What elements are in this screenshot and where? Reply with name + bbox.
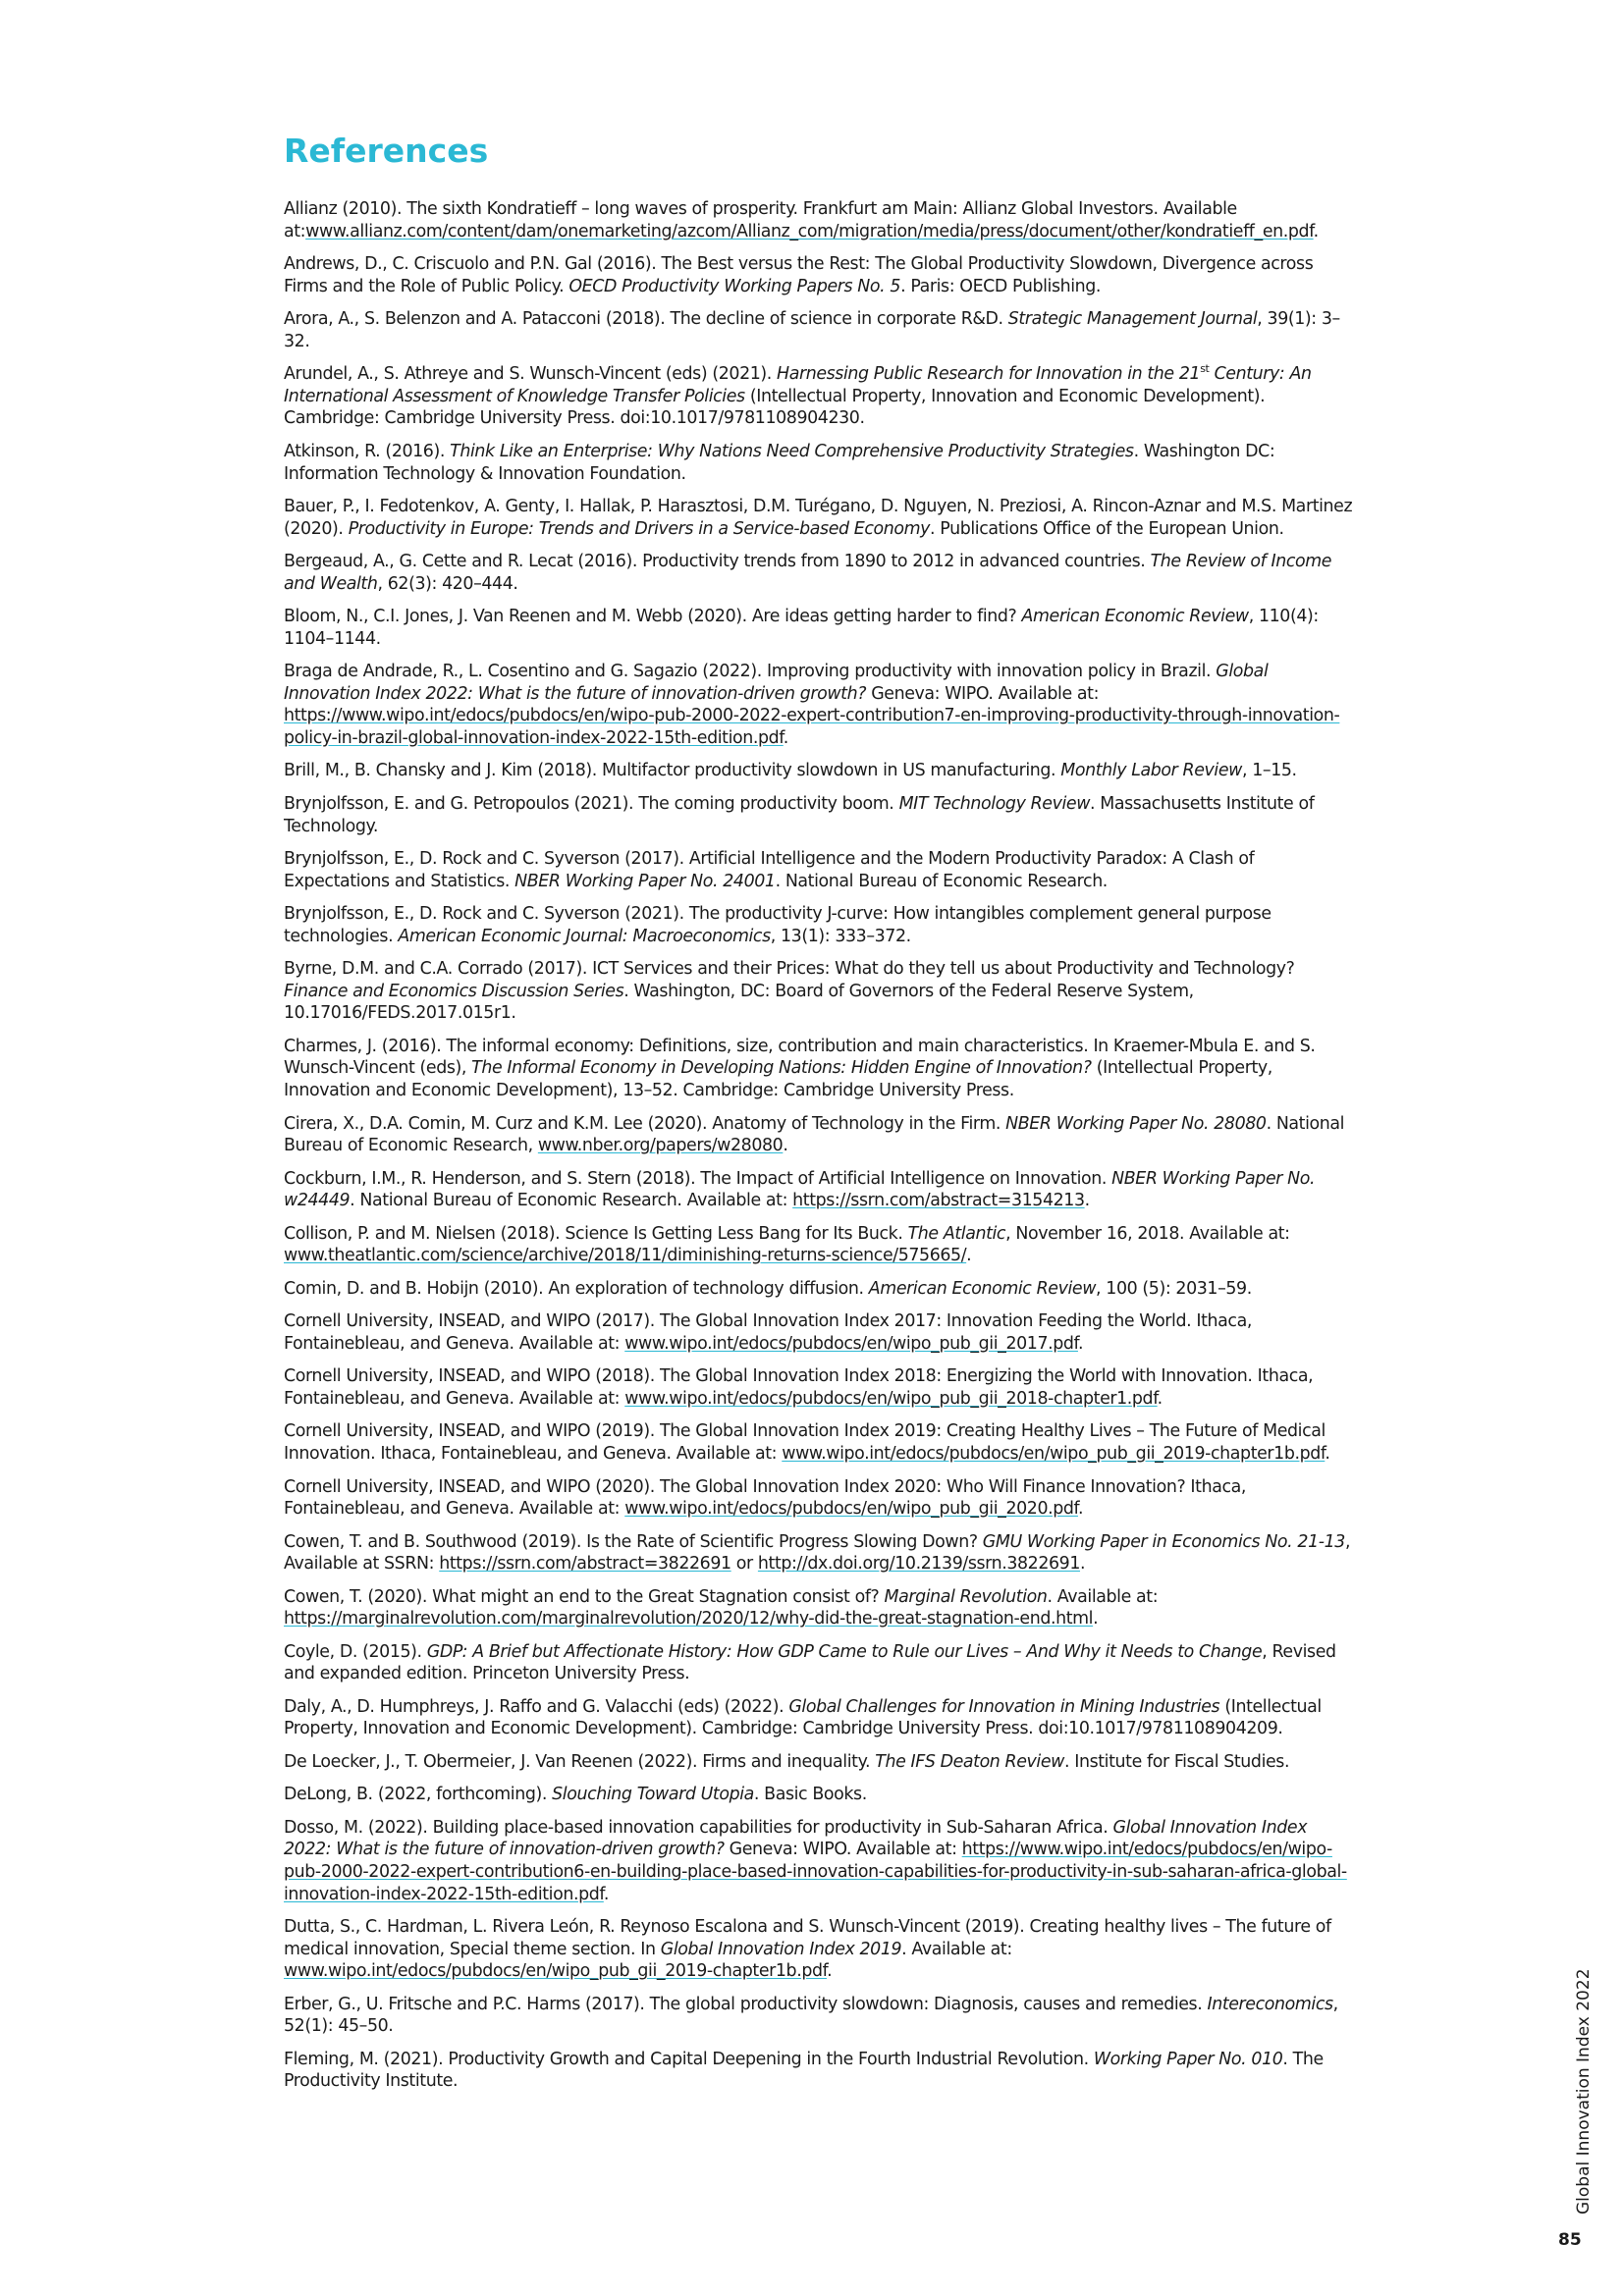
reference-title: OECD Productivity Working Papers No. 5 [568, 276, 901, 296]
reference-item [284, 1531, 1359, 1575]
reference-text: Cornell University, INSEAD, and WIPO (2019). The Global Innovation Index 2019: Creating Healthy Lives – The Future of Medical Innovation. Ithaca, Fontainebleau, and Geneva. Available at: [284, 1421, 1325, 1465]
reference-text: Cornell University, INSEAD, and WIPO (2020). The Global Innovation Index 2020: Who Will Finance Innovation? Ithaca, Fontainebleau, and Geneva. Available at: [284, 1476, 1246, 1520]
reference-title: Global Innovation Index 2022: What is the future of innovation-driven growth? [284, 662, 1269, 704]
reference-item [284, 496, 1359, 540]
reference-text: . [783, 1136, 788, 1156]
reference-item [284, 551, 1359, 595]
reference-text: Bauer, P., I. Fedotenkov, A. Genty, I. Hallak, P. Harasztosi, D.M. Turégano, D. Nguyen, N. Preziosi, A. Rincon-Aznar and M.S. Martinez (2020). [284, 496, 1353, 539]
reference-item [284, 793, 1359, 837]
reference-title: Global Challenges for Innovation in Mining Industries [788, 1696, 1220, 1717]
reference-item [284, 903, 1359, 947]
reference-text: (Intellectual Property, Innovation and Economic Development). Cambridge: Cambridge University Press. doi:10.1017/9781108904209. [284, 1696, 1322, 1739]
page-title: References [284, 132, 489, 170]
reference-text: . Available at: [901, 1939, 1012, 1959]
reference-item [284, 2049, 1359, 2093]
reference-item [284, 1641, 1359, 1685]
reference-text: Geneva: WIPO. Available at: [724, 1840, 962, 1860]
reference-item [284, 1420, 1359, 1465]
reference-text: Coyle, D. (2015). [284, 1641, 427, 1662]
reference-title: MIT Technology Review [898, 793, 1091, 814]
reference-link[interactable]: www.wipo.int/edocs/pubdocs/en/wipo_pub_gii_2020.pdf [624, 1499, 1078, 1520]
reference-item [284, 958, 1359, 1025]
reference-item [284, 1278, 1359, 1301]
reference-text: , 13(1): 333–372. [770, 926, 911, 946]
reference-text: Arora, A., S. Belenzon and A. Patacconi (2018). The decline of science in corporate R&D. [284, 309, 1008, 330]
reference-title: NBER Working Paper No. 28080 [1005, 1113, 1267, 1134]
reference-text: . [603, 1884, 609, 1904]
reference-title: GDP: A Brief but Affectionate History: How GDP Came to Rule our Lives – And Why it Needs to Change [426, 1641, 1263, 1662]
reference-text: . [1084, 1191, 1090, 1211]
reference-link[interactable]: https://www.wipo.int/edocs/pubdocs/en/wipo-pub-2000-2022-expert-contribution6-en-building-place-based-innovation-capabilities-for-productivity-in-sub-saharan-africa-global-innovation-index-2022-15th-edition.pdf [284, 1840, 1347, 1904]
reference-text: Cockburn, I.M., R. Henderson, and S. Stern (2018). The Impact of Artificial Intelligence on Innovation. [284, 1168, 1112, 1189]
reference-link[interactable]: https://ssrn.com/abstract=3822691 [439, 1554, 731, 1575]
reference-title: Global Innovation Index 2022: What is the future of innovation-driven growth? [284, 1817, 1308, 1860]
reference-item [284, 1916, 1359, 1983]
reference-title: The IFS Deaton Review [875, 1751, 1064, 1772]
reference-text: . Publications Office of the European Union. [930, 518, 1284, 539]
reference-title: The Atlantic [907, 1223, 1006, 1244]
reference-item [284, 1036, 1359, 1102]
reference-text: DeLong, B. (2022, forthcoming). [284, 1785, 553, 1805]
reference-text: Cowen, T. (2020). What might an end to the Great Stagnation consist of? [284, 1586, 885, 1607]
reference-title: Think Like an Enterprise: Why Nations Need Comprehensive Productivity Strategies [450, 441, 1134, 461]
reference-superscript: st [1200, 362, 1210, 376]
page-number: 85 [1558, 2230, 1582, 2250]
reference-text: . [1080, 1554, 1086, 1575]
reference-title: Global Innovation Index 2019 [660, 1939, 902, 1959]
reference-text: , 100 (5): 2031–59. [1096, 1278, 1252, 1299]
reference-text: , 1–15. [1241, 761, 1297, 781]
reference-text: Dutta, S., C. Hardman, L. Rivera León, R. Reynoso Escalona and S. Wunsch-Vincent (2019). Creating healthy lives – The future of medical innovation, Special theme section. In [284, 1917, 1331, 1959]
reference-text: Allianz (2010). The sixth Kondratieff – long waves of prosperity. Frankfurt am Main: Allianz Global Investors. Available at: [284, 199, 1237, 241]
reference-title: Intereconomics [1207, 1994, 1333, 2014]
reference-text: , November 16, 2018. Available at: [1005, 1223, 1290, 1244]
reference-title: Harnessing Public Research for Innovation in the 21 [777, 364, 1201, 385]
reference-link[interactable]: https://marginalrevolution.com/marginalrevolution/2020/12/why-did-the-great-stagnation-end.html [284, 1609, 1094, 1629]
reference-item [284, 1223, 1359, 1267]
reference-title: Slouching Toward Utopia [552, 1785, 754, 1805]
reference-text: (Intellectual Property, Innovation and Economic Development), 13–52. Cambridge: Cambridge University Press. [284, 1058, 1272, 1101]
reference-text: , 52(1): 45–50. [284, 1994, 1338, 2037]
reference-item [284, 1476, 1359, 1521]
reference-link[interactable]: www.wipo.int/edocs/pubdocs/en/wipo_pub_gii_2019-chapter1b.pdf [782, 1444, 1325, 1465]
reference-link[interactable]: www.nber.org/papers/w28080 [537, 1136, 784, 1156]
reference-text: Dosso, M. (2022). Building place-based innovation capabilities for productivity in Sub-Saharan Africa. [284, 1817, 1113, 1838]
reference-text: Brynjolfsson, E. and G. Petropoulos (2021). The coming productivity boom. [284, 793, 899, 814]
reference-item [284, 253, 1359, 297]
reference-text: Brill, M., B. Chansky and J. Kim (2018). Multifactor productivity slowdown in US manufacturing. [284, 761, 1061, 781]
reference-text: Cowen, T. and B. Southwood (2019). Is the Rate of Scientific Progress Slowing Down? [284, 1531, 983, 1552]
reference-text: or [730, 1554, 758, 1575]
reference-text: . Paris: OECD Publishing. [900, 276, 1102, 296]
reference-item [284, 606, 1359, 650]
reference-title: Marginal Revolution [884, 1586, 1048, 1607]
reference-text: Bergeaud, A., G. Cette and R. Lecat (2016). Productivity trends from 1890 to 2012 in advanced countries. [284, 552, 1151, 572]
reference-title: The Informal Economy in Developing Nations: Hidden Engine of Innovation? [471, 1058, 1092, 1079]
reference-item [284, 760, 1359, 782]
reference-text: , 62(3): 420–444. [377, 573, 518, 594]
reference-title: American Economic Review [1021, 607, 1249, 627]
reference-text: Brynjolfsson, E., D. Rock and C. Syverson (2021). The productivity J-curve: How intangibles complement general purpose technologies. [284, 904, 1271, 946]
reference-title: Working Paper No. 010 [1093, 2049, 1283, 2069]
reference-text: . [1093, 1609, 1099, 1629]
reference-text: . National Bureau of Economic Research, [284, 1113, 1345, 1156]
reference-item [284, 1168, 1359, 1212]
reference-item [284, 1817, 1359, 1905]
reference-item [284, 1113, 1359, 1157]
reference-text: Bloom, N., C.I. Jones, J. Van Reenen and M. Webb (2020). Are ideas getting harder to find? [284, 607, 1022, 627]
reference-text: Comin, D. and B. Hobijn (2010). An exploration of technology diffusion. [284, 1278, 869, 1299]
reference-text: Braga de Andrade, R., L. Cosentino and G. Sagazio (2022). Improving productivity with innovation policy in Brazil. [284, 662, 1217, 682]
reference-link[interactable]: www.wipo.int/edocs/pubdocs/en/wipo_pub_gii_2017.pdf [624, 1333, 1078, 1354]
reference-link[interactable]: www.wipo.int/edocs/pubdocs/en/wipo_pub_gii_2018-chapter1.pdf [624, 1388, 1158, 1409]
reference-text: . Washington, DC: Board of Governors of the Federal Reserve System, 10.17016/FEDS.2017.015r1. [284, 981, 1194, 1024]
reference-title: Monthly Labor Review [1060, 761, 1242, 781]
reference-item [284, 308, 1359, 352]
reference-link[interactable]: www.theatlantic.com/science/archive/2018/11/diminishing-returns-science/575665/ [284, 1246, 967, 1266]
reference-text: Charmes, J. (2016). The informal economy: Definitions, size, contribution and main characteristics. In Kraemer-Mbula E. and S. Wunsch-Vincent (eds), [284, 1036, 1316, 1079]
reference-title: Strategic Management Journal [1007, 309, 1258, 330]
reference-text: . Institute for Fiscal Studies. [1064, 1751, 1290, 1772]
reference-text: . [1077, 1333, 1084, 1354]
reference-title: Century: An International Assessment of Knowledge Transfer Policies [284, 364, 1312, 406]
reference-item [284, 1696, 1359, 1740]
reference-title: NBER Working Paper No. w24449 [284, 1168, 1316, 1211]
reference-text: (Intellectual Property, Innovation and Economic Development). Cambridge: Cambridge University Press. doi:10.1017/9781108904230. [284, 386, 1266, 429]
reference-text: Collison, P. and M. Nielsen (2018). Science Is Getting Less Bang for Its Buck. [284, 1223, 908, 1244]
reference-text: , 39(1): 3–32. [284, 309, 1340, 351]
reference-link[interactable]: www.allianz.com/content/dam/onemarketing/azcom/Allianz_com/migration/media/press/document/other/kondratieff_en.pdf [305, 221, 1314, 241]
reference-item [284, 1784, 1359, 1806]
reference-text: . [1325, 1444, 1330, 1465]
reference-text: . [783, 728, 788, 748]
reference-link[interactable]: www.wipo.int/edocs/pubdocs/en/wipo_pub_gii_2019-chapter1b.pdf [284, 1961, 828, 1982]
reference-text: Geneva: WIPO. Available at: [866, 683, 1100, 704]
reference-title: The Review of Income and Wealth [284, 552, 1332, 594]
reference-text: Byrne, D.M. and C.A. Corrado (2017). ICT Services and their Prices: What do they tell us about Productivity and Technology? [284, 959, 1295, 980]
reference-text: Cornell University, INSEAD, and WIPO (2018). The Global Innovation Index 2018: Energizing the World with Innovation. Ithaca, Fontainebleau, and Geneva. Available at: [284, 1366, 1314, 1409]
reference-item [284, 1994, 1359, 2038]
reference-text: . Massachusetts Institute of Technology. [284, 793, 1315, 836]
reference-text: Atkinson, R. (2016). [284, 441, 451, 461]
reference-item [284, 1310, 1359, 1355]
reference-item [284, 441, 1359, 485]
reference-item [284, 198, 1359, 242]
reference-text: . [1313, 221, 1319, 241]
reference-text: , Available at SSRN: [284, 1531, 1351, 1575]
reference-link[interactable]: https://www.wipo.int/edocs/pubdocs/en/wipo-pub-2000-2022-expert-contribution7-en-improving-productivity-through-innovation-policy-in-brazil-global-innovation-index-2022-15th-edition.pdf [284, 706, 1340, 748]
reference-item [284, 1365, 1359, 1410]
reference-text: Cirera, X., D.A. Comin, M. Curz and K.M. Lee (2020). Anatomy of Technology in the Firm. [284, 1113, 1006, 1134]
reference-text: De Loecker, J., T. Obermeier, J. Van Reenen (2022). Firms and inequality. [284, 1751, 876, 1772]
reference-title: American Economic Journal: Macroeconomics [398, 926, 771, 946]
reference-text: . Washington DC: Information Technology & Innovation Foundation. [284, 441, 1275, 484]
reference-text: Daly, A., D. Humphreys, J. Raffo and G. Valacchi (eds) (2022). [284, 1696, 789, 1717]
reference-text: . [1077, 1499, 1084, 1520]
reference-text: , 110(4): 1104–1144. [284, 607, 1319, 649]
publication-title: Global Innovation Index 2022 [1574, 1968, 1594, 2215]
reference-title: NBER Working Paper No. 24001 [514, 871, 776, 891]
reference-text: . [1157, 1388, 1163, 1409]
reference-text: . Available at: [1047, 1586, 1159, 1607]
reference-text: . National Bureau of Economic Research. Available at: [350, 1191, 793, 1211]
reference-title: American Economic Review [868, 1278, 1097, 1299]
reference-link[interactable]: https://ssrn.com/abstract=3154213 [792, 1191, 1085, 1211]
reference-text: . The Productivity Institute. [284, 2049, 1324, 2092]
reference-text: . Basic Books. [753, 1785, 867, 1805]
reference-title: Finance and Economics Discussion Series [284, 981, 624, 1001]
reference-item [284, 363, 1359, 430]
reference-text: . [966, 1246, 972, 1266]
reference-item [284, 848, 1359, 892]
reference-item [284, 1751, 1359, 1774]
reference-title: Productivity in Europe: Trends and Drivers in a Service-based Economy [348, 518, 931, 539]
reference-text: Andrews, D., C. Criscuolo and P.N. Gal (2016). The Best versus the Rest: The Global Productivity Slowdown, Divergence across Firms and the Role of Public Policy. [284, 254, 1314, 296]
reference-text: Brynjolfsson, E., D. Rock and C. Syverson (2017). Artificial Intelligence and the Modern Productivity Paradox: A Clash of Expectations and Statistics. [284, 849, 1255, 891]
reference-text: Cornell University, INSEAD, and WIPO (2017). The Global Innovation Index 2017: Innovation Feeding the World. Ithaca, Fontainebleau, and Geneva. Available at: [284, 1311, 1252, 1354]
reference-text: Fleming, M. (2021). Productivity Growth and Capital Deepening in the Fourth Industrial Revolution. [284, 2049, 1094, 2069]
reference-text: Erber, G., U. Fritsche and P.C. Harms (2017). The global productivity slowdown: Diagnosis, causes and remedies. [284, 1994, 1208, 2014]
reference-item [284, 1586, 1359, 1630]
reference-item [284, 661, 1359, 749]
reference-link[interactable]: http://dx.doi.org/10.2139/ssrn.3822691 [757, 1554, 1081, 1575]
reference-text: , Revised and expanded edition. Princeton University Press. [284, 1641, 1336, 1684]
reference-text: . National Bureau of Economic Research. [775, 871, 1108, 891]
reference-title: GMU Working Paper in Economics No. 21-13 [982, 1531, 1345, 1552]
reference-text: . [827, 1961, 833, 1982]
reference-list [284, 198, 1359, 2104]
reference-text: Arundel, A., S. Athreye and S. Wunsch-Vincent (eds) (2021). [284, 364, 778, 385]
